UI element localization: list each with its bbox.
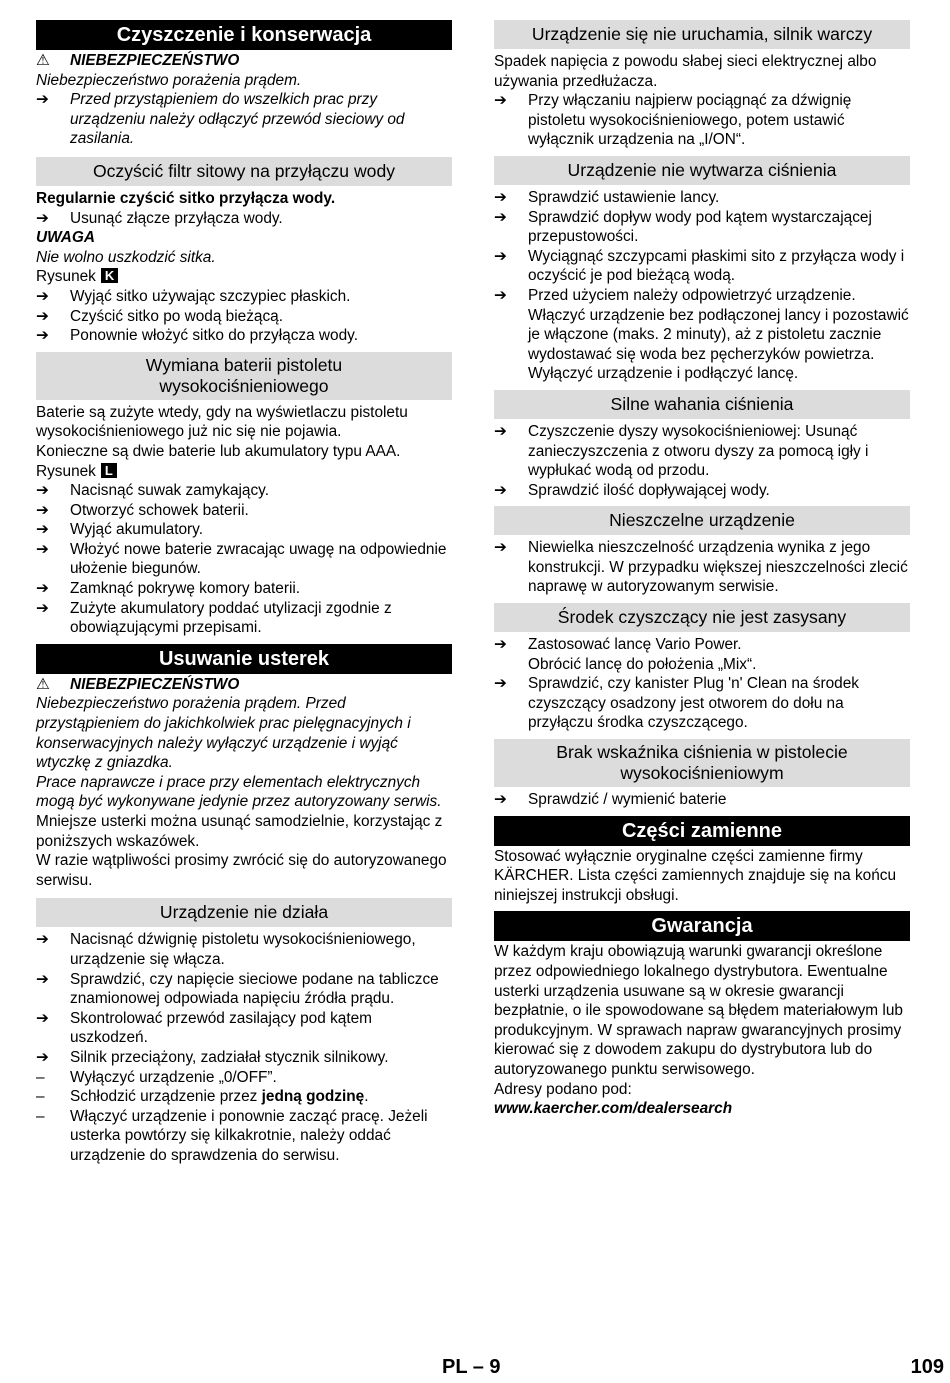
arrow-icon: ➔	[36, 327, 49, 345]
arrow-icon: ➔	[494, 92, 507, 110]
list-item: ➔ Sprawdzić ustawienie lancy.	[494, 188, 720, 206]
page-number: 109	[910, 1356, 944, 1378]
arrow-icon: ➔	[36, 91, 49, 109]
list-item: ➔ Silnik przeciążony, zadziałał stycznik silnikowy.	[36, 1048, 389, 1066]
heading-no-start: Urządzenie się nie uruchamia, silnik warczy	[494, 20, 910, 49]
danger-text: Niebezpieczeństwo porażenia prądem. Przed przystąpieniem do jakichkolwiek prac pielęgnacyjnych i konserwacyjnych należy wyłączyć urządzenie i wyjąć wtyczkę z gniazdka.	[36, 695, 411, 772]
list-item: ➔ Ponownie włożyć sitko do przyłącza wody.	[36, 327, 358, 345]
arrow-icon: ➔	[494, 675, 507, 693]
battery-text: Baterie są zużyte wtedy, gdy na wyświetlaczu pistoletu wysokociśnieniowego już nic się nie pojawia.	[36, 403, 408, 441]
heading-not-working: Urządzenie nie działa	[36, 898, 452, 927]
list-item: ➔ Sprawdzić / wymienić baterie	[494, 791, 727, 809]
heading-detergent: Środek czyszczący nie jest zasysany	[494, 603, 910, 632]
list-item: ➔ Sprawdzić ilość dopływającej wody.	[494, 481, 770, 499]
arrow-icon: ➔	[36, 970, 49, 988]
note-text: Nie wolno uszkodzić sitka.	[36, 248, 216, 266]
footer-language-page: PL – 9	[442, 1356, 501, 1378]
dash-item: – Wyłączyć urządzenie „0/OFF”.	[36, 1068, 277, 1086]
list-item: ➔ Włożyć nowe baterie zwracając uwagę na odpowiednie ułożenie biegunów.	[36, 540, 447, 578]
list-item: ➔ Przed przystąpieniem do wszelkich prac przy urządzeniu należy odłączyć przewód sieciowy od zasilania.	[36, 91, 405, 148]
arrow-icon: ➔	[494, 791, 507, 809]
list-item: ➔ Usunąć złącze przyłącza wody.	[36, 209, 283, 227]
list-item: ➔ Nacisnąć suwak zamykający.	[36, 482, 270, 500]
arrow-icon: ➔	[36, 1048, 49, 1066]
list-item: ➔ Otworzyć schowek baterii.	[36, 501, 249, 519]
arrow-icon: ➔	[494, 286, 507, 304]
figure-badge: L	[101, 463, 117, 478]
address-label: Adresy podano pod:	[494, 1080, 632, 1098]
dealer-url: www.kaercher.com/dealersearch	[494, 1100, 733, 1118]
list-item: ➔ Przed użyciem należy odpowietrzyć urządzenie. Włączyć urządzenie bez podłączonej lancy i pozostawić je włączone (maks. 2 minuty), aż z pistoletu zacznie wydostawać się woda bez pęcherzyków powietrza. Wyłączyć urządzenie i podłączyć lancę.	[494, 286, 909, 383]
heading-troubleshooting: Usuwanie usterek	[36, 644, 452, 674]
filter-bold-line: Regularnie czyścić sitko przyłącza wody.	[36, 189, 336, 207]
danger-title: NIEBEZPIECZEŃSTWO	[70, 675, 240, 693]
arrow-icon: ➔	[36, 482, 49, 500]
list-item: ➔ Wyjąć sitko używając szczypiec płaskich.	[36, 287, 351, 305]
spare-parts-text: Stosować wyłącznie oryginalne części zamienne firmy KÄRCHER. Lista części zamiennych znajduje się na końcu niniejszej instrukcji obsługi.	[494, 847, 897, 904]
heading-leaking: Nieszczelne urządzenie	[494, 506, 910, 535]
right-column	[494, 20, 910, 1119]
arrow-icon: ➔	[494, 636, 507, 654]
arrow-icon: ➔	[494, 422, 507, 440]
troubleshooting-text: Mniejsze usterki można usunąć samodzielnie, korzystając z poniższych wskazówek.	[36, 813, 443, 850]
danger-notice-cleaning	[36, 51, 452, 71]
heading-fluctuation: Silne wahania ciśnienia	[494, 390, 910, 419]
arrow-icon: ➔	[36, 501, 49, 519]
list-item: ➔ Przy włączaniu najpierw pociągnąć za dźwignię pistoletu wysokociśnieniowego, potem ustawić wyłącznik urządzenia na „I/ON“.	[494, 92, 852, 149]
list-item: ➔ Sprawdzić dopływ wody pod kątem wystarczającej przepustowości.	[494, 208, 872, 246]
troubleshooting-text: W razie wątpliwości prosimy zwrócić się do autoryzowanego serwisu.	[36, 852, 447, 889]
list-item: ➔ Zamknąć pokrywę komory baterii.	[36, 580, 301, 598]
list-item: ➔ Zużyte akumulatory poddać utylizacji zgodnie z obowiązującymi przepisami.	[36, 599, 392, 637]
arrow-icon: ➔	[494, 481, 507, 499]
list-item: ➔ Niewielka nieszczelność urządzenia wynika z jego konstrukcji. W przypadku większej nieszczelności zlecić naprawę w autoryzowanym serwisie.	[494, 539, 908, 596]
arrow-icon: ➔	[494, 208, 507, 226]
danger-title: NIEBEZPIECZEŃSTWO	[70, 52, 240, 69]
arrow-icon: ➔	[494, 539, 507, 557]
list-item: ➔ Sprawdzić, czy kanister Plug 'n' Clean na środek czyszczący osadzony jest otworem do dołu na przyłączu środka czyszczącego.	[494, 675, 859, 732]
list-item: ➔ Czyszczenie dyszy wysokociśnieniowej: Usunąć zanieczyszczenia z otworu dyszy za pomocą igły i wypłukać wodą od przodu.	[494, 422, 869, 480]
dash-marker: –	[36, 1088, 45, 1106]
heading-battery: Wymiana baterii pistoletu wysokociśnieniowego	[36, 352, 452, 400]
list-item: ➔ Skontrolować przewód zasilający pod kątem uszkodzeń.	[36, 1009, 372, 1047]
list-item: ➔ Sprawdzić, czy napięcie sieciowe podane na tabliczce znamionowej odpowiada napięciu źródła prądu.	[36, 970, 439, 1008]
warning-triangle-icon: ⚠	[36, 675, 50, 693]
arrow-icon: ➔	[36, 287, 49, 305]
list-item: ➔ Nacisnąć dźwignię pistoletu wysokociśnieniowego, urządzenie się włącza.	[36, 931, 416, 968]
arrow-icon: ➔	[36, 580, 49, 598]
arrow-icon: ➔	[494, 247, 507, 265]
warning-triangle-icon: ⚠	[36, 52, 50, 69]
warranty-text: W każdym kraju obowiązują warunki gwarancji określone przez odpowiedniego lokalnego dystrybutora. Ewentualne usterki urządzenia usuwane są w okresie gwarancji bezpłatnie, o ile spowodowane są błędem materiałowym lub produkcyjnym. W sprawach napraw gwarancyjnych prosimy kierować się z dowodem zakupu do dystrybutora lub do autoryzowanego punktu serwisowego.	[494, 943, 903, 1078]
dash-marker: –	[36, 1107, 45, 1125]
heading-warranty: Gwarancja	[494, 911, 910, 941]
arrow-icon: ➔	[36, 521, 49, 539]
heading-spare-parts: Części zamienne	[494, 816, 910, 846]
arrow-icon: ➔	[36, 931, 49, 949]
figure-reference-l: Rysunek L	[36, 462, 452, 482]
arrow-icon: ➔	[36, 599, 49, 617]
figure-reference-k: Rysunek K	[36, 267, 452, 287]
list-item: ➔ Wyciągnąć szczypcami płaskimi sito z przyłącza wody i oczyścić je pod bieżącą wodą.	[494, 247, 905, 285]
heading-no-pressure: Urządzenie nie wytwarza ciśnienia	[494, 156, 910, 185]
arrow-icon: ➔	[36, 209, 49, 227]
dash-item: – Schłodzić urządzenie przez jedną godzinę.	[36, 1088, 369, 1106]
battery-text: Konieczne są dwie baterie lub akumulatory typu AAA.	[36, 442, 401, 460]
arrow-icon: ➔	[36, 307, 49, 325]
no-start-text: Spadek napięcia z powodu słabej sieci elektrycznej albo używania przedłużacza.	[494, 53, 877, 90]
list-item: ➔ Czyścić sitko po wodą bieżącą.	[36, 307, 283, 325]
danger-text: Prace naprawcze i prace przy elementach elektrycznych mogą być wykonywane jedynie przez autoryzowany serwis.	[36, 773, 442, 811]
left-column	[36, 20, 452, 1166]
dash-item: – Włączyć urządzenie i ponownie zacząć pracę. Jeżeli usterka powtórzy się kilkakrotnie, należy oddać urządzenie do sprawdzenia do serwisu.	[36, 1107, 428, 1164]
heading-filter: Oczyścić filtr sitowy na przyłączu wody	[36, 157, 452, 186]
arrow-icon: ➔	[494, 188, 507, 206]
arrow-icon: ➔	[36, 540, 49, 558]
note-title: UWAGA	[36, 229, 95, 247]
arrow-icon: ➔	[36, 1009, 49, 1027]
list-item: ➔ Wyjąć akumulatory.	[36, 521, 203, 539]
heading-cleaning: Czyszczenie i konserwacja	[36, 20, 452, 50]
figure-badge: K	[101, 268, 118, 283]
dash-marker: –	[36, 1068, 45, 1086]
list-item: ➔ Zastosować lancę Vario Power. Obrócić lancę do położenia „Mix“.	[494, 636, 757, 673]
heading-indicator: Brak wskaźnika ciśnienia w pistolecie wysokociśnieniowym	[494, 739, 910, 787]
danger-text: Niebezpieczeństwo porażenia prądem.	[36, 71, 302, 89]
danger-notice-troubleshooting	[36, 675, 452, 695]
